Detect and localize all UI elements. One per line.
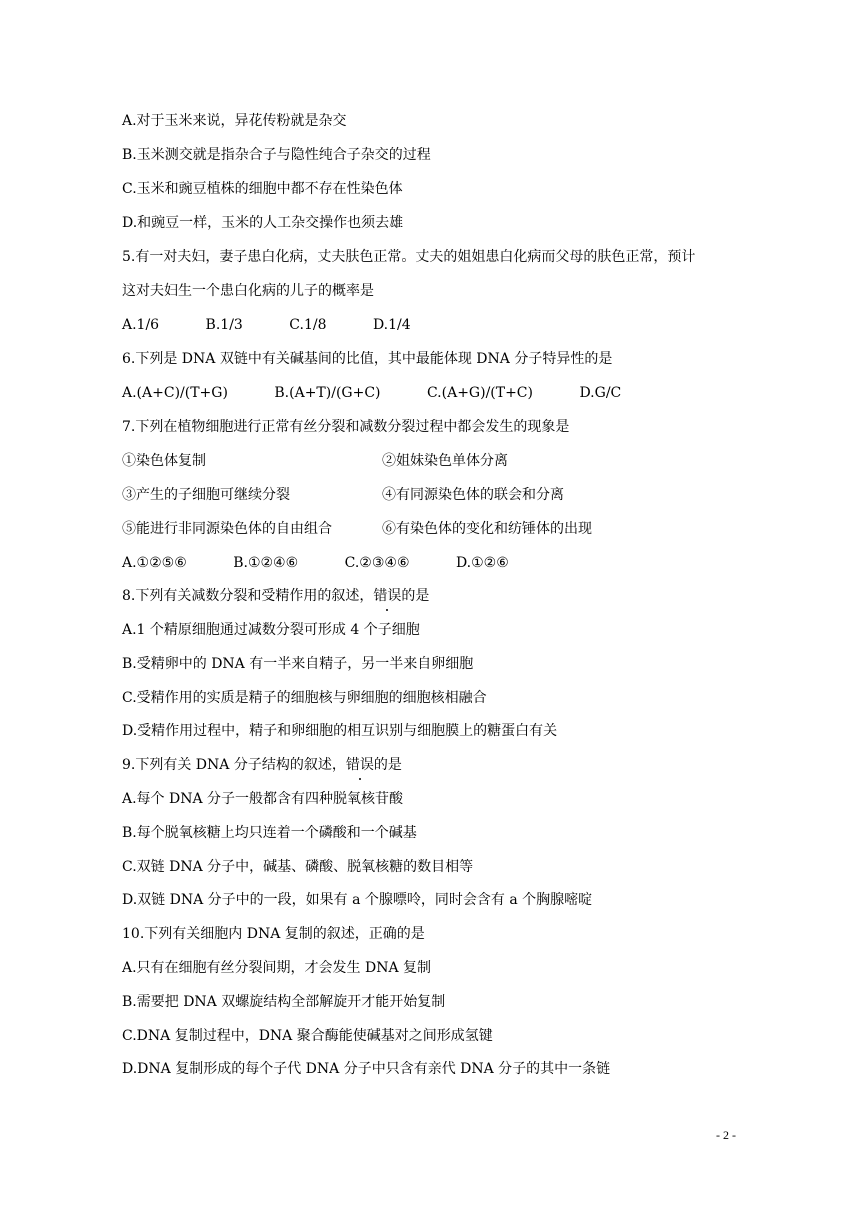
q7-option-b: B.①②④⑥ xyxy=(233,555,299,571)
q7-item-2: ②姐妹染色单体分离 xyxy=(382,453,508,469)
q7-item-5: ⑤能进行非同源染色体的自由组合 xyxy=(122,521,332,537)
q8-option-d: D.受精作用过程中，精子和卵细胞的相互识别与细胞膜上的糖蛋白有关 xyxy=(122,723,558,739)
q4-option-c: C.玉米和豌豆植株的细胞中都不存在性染色体 xyxy=(122,181,403,197)
q6-stem: 6.下列是 DNA 双链中有关碱基间的比值，其中最能体现 DNA 分子特异性的是 xyxy=(122,351,613,367)
q5-option-c: C.1/8 xyxy=(289,317,327,333)
q9-stem xyxy=(122,755,402,775)
q10-option-c: C.DNA 复制过程中，DNA 聚合酶能使碱基对之间形成氢键 xyxy=(122,1028,493,1044)
q6-option-d: D.G/C xyxy=(579,385,622,401)
q7-option-c: C.②③④⑥ xyxy=(344,555,410,571)
q5-stem-line1: 5.有一对夫妇，妻子患白化病，丈夫肤色正常。丈夫的姐姐患白化病而父母的肤色正常，预计 xyxy=(122,249,696,265)
q6-option-c: C.(A+G)/(T+C) xyxy=(426,385,533,401)
q10-option-d: D.DNA 复制形成的每个子代 DNA 分子中只含有亲代 DNA 分子的其中一条链 xyxy=(122,1061,611,1077)
q8-stem-after: 的是 xyxy=(401,588,430,604)
q7-item-3: ③产生的子细胞可继续分裂 xyxy=(122,487,290,503)
q5-option-d: D.1/4 xyxy=(372,317,411,333)
q6-options xyxy=(122,383,621,403)
q8-option-a: A.1 个精原细胞通过减数分裂可形成 4 个子细胞 xyxy=(122,622,420,638)
q9-option-b: B.每个脱氧核糖上均只连着一个磷酸和一个碱基 xyxy=(122,825,417,841)
q8-option-b: B.受精卵中的 DNA 有一半来自精子，另一半来自卵细胞 xyxy=(122,656,474,672)
q9-option-d: D.双链 DNA 分子中的一段，如果有 a 个腺嘌呤，同时会含有 a 个胸腺嘧啶 xyxy=(122,892,593,908)
q10-option-b: B.需要把 DNA 双螺旋结构全部解旋开才能开始复制 xyxy=(122,994,446,1010)
q6-option-a: A.(A+C)/(T+G) xyxy=(122,385,228,401)
q9-stem-emphasis: 错误 xyxy=(345,757,374,773)
q5-option-a: A.1/6 xyxy=(122,317,160,333)
q4-option-b: B.玉米测交就是指杂合子与隐性纯合子杂交的过程 xyxy=(122,147,431,163)
q10-option-a: A.只有在细胞有丝分裂间期，才会发生 DNA 复制 xyxy=(122,960,432,976)
q9-option-c: C.双链 DNA 分子中，碱基、磷酸、脱氧核糖的数目相等 xyxy=(122,859,474,875)
q7-option-a: A.①②⑤⑥ xyxy=(122,555,187,571)
q7-item-6: ⑥有染色体的变化和纺锤体的出现 xyxy=(382,521,592,537)
q4-option-a: A.对于玉米来说，异花传粉就是杂交 xyxy=(122,113,347,129)
q9-stem-before: 9.下列有关 DNA 分子结构的叙述， xyxy=(122,757,346,773)
q7-option-d: D.①②⑥ xyxy=(455,555,509,571)
q6-option-b: B.(A+T)/(G+C) xyxy=(274,385,381,401)
q5-option-b: B.1/3 xyxy=(205,317,243,333)
q5-stem-line2: 这对夫妇生一个患白化病的儿子的概率是 xyxy=(122,283,374,299)
q5-options xyxy=(122,315,411,335)
q7-item-4: ④有同源染色体的联会和分离 xyxy=(382,487,564,503)
q9-stem-after: 的是 xyxy=(373,757,402,773)
q8-stem xyxy=(122,586,429,606)
q9-option-a: A.每个 DNA 分子一般都含有四种脱氧核苷酸 xyxy=(122,791,404,807)
q10-stem: 10.下列有关细胞内 DNA 复制的叙述，正确的是 xyxy=(122,926,425,942)
q4-option-d: D.和豌豆一样，玉米的人工杂交操作也须去雄 xyxy=(122,215,404,231)
q7-stem: 7.下列在植物细胞进行正常有丝分裂和减数分裂过程中都会发生的现象是 xyxy=(122,419,570,435)
q7-options xyxy=(122,553,509,573)
q8-stem-emphasis: 错误 xyxy=(373,588,402,604)
q7-item-1: ①染色体复制 xyxy=(122,453,206,469)
q8-stem-before: 8.下列有关减数分裂和受精作用的叙述， xyxy=(122,588,374,604)
q8-option-c: C.受精作用的实质是精子的细胞核与卵细胞的细胞核相融合 xyxy=(122,690,487,706)
page-number: - 2 - xyxy=(716,1128,736,1142)
